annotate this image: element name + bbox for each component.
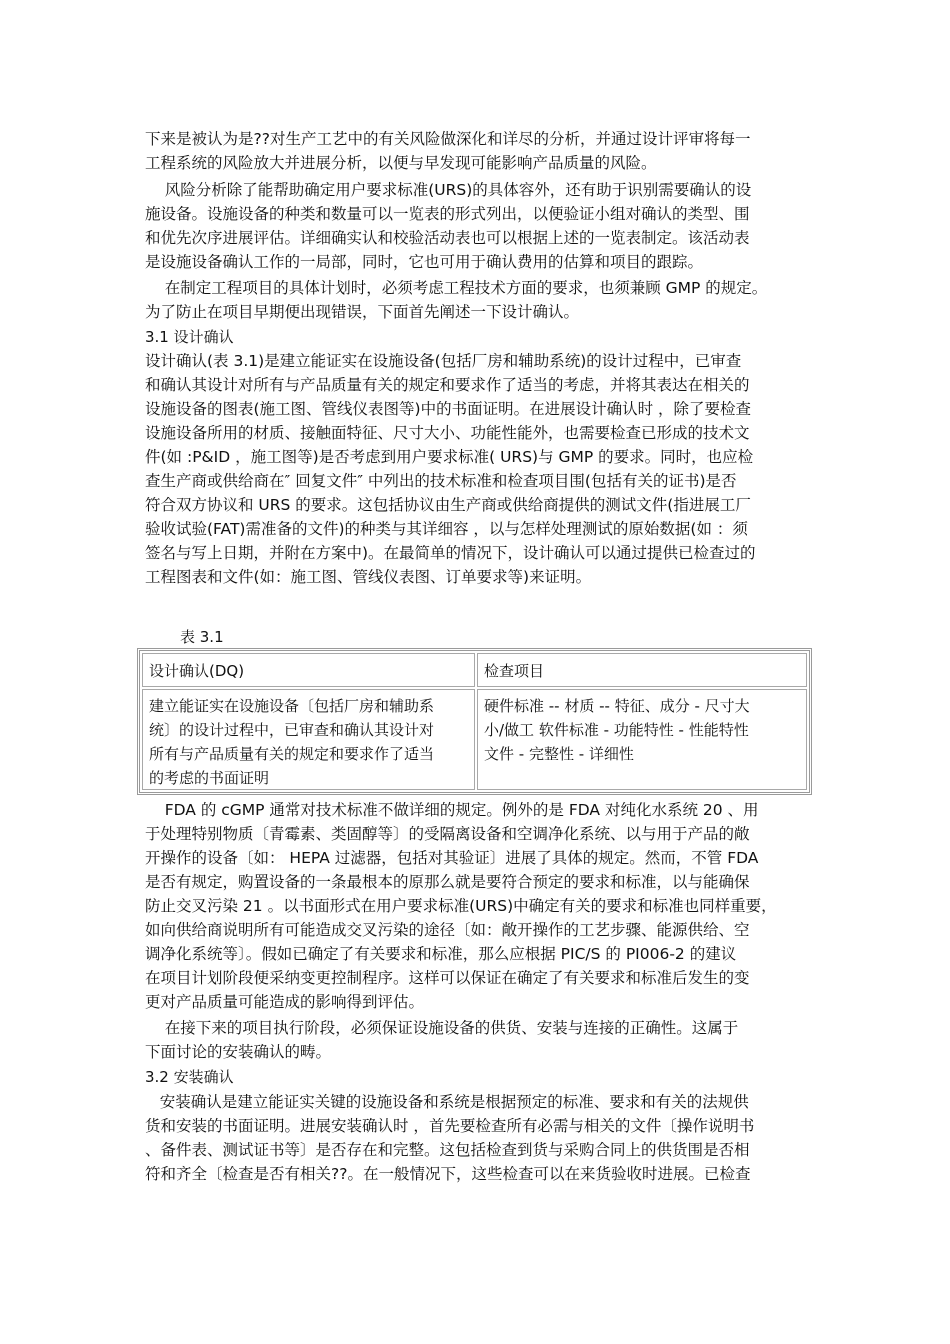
text-line: 安装确认是建立能证实关键的设施设备和系统是根据预定的标准、要求和有关的法规供 (145, 1093, 749, 1111)
table-cell-line: 建立能证实在设施设备〔包括厂房和辅助系 (149, 697, 435, 715)
text-line: 为了防止在项目早期便出现错误，下面首先阐述一下设计确认。 (145, 303, 580, 321)
table-header-cell (477, 653, 807, 687)
text-line: 在接下来的项目执行阶段，必须保证设施设备的供货、安装与连接的正确性。这属于 (145, 1019, 739, 1037)
section-heading-3-2: 3.2 安装确认 (145, 1068, 234, 1086)
table-cell-line: 小/做工 软件标准 - 功能特性 - 性能特性 (484, 721, 749, 739)
table-cell-line: 文件 - 完整性 - 详细性 (484, 745, 634, 763)
text-line: 是否有规定，购置设备的一条最根本的原那么就是要符合预定的要求和标准，以与能确保 (145, 873, 750, 891)
text-line: 于处理特别物质〔青霉素、类固醇等〕的受隔离设备和空调净化系统、以与用于产品的敞 (145, 825, 750, 843)
text-line: 货和安装的书面证明。进展安装确认时 ，首先要检查所有必需与相关的文件〔操作说明书 (145, 1117, 755, 1135)
text-line: 设施设备所用的材质、接触面特征、尺寸大小、功能性能外，也需要检查已形成的技术文 (145, 424, 750, 442)
table-header-check-items: 检查项目 (484, 662, 545, 680)
text-line: 件(如 :P&ID ，施工图等)是否考虑到用户要求标准( URS)与 GMP 的要求。同时，也应检 (145, 448, 754, 466)
text-line: 和优先次序进展评估。详细确实认和校验活动表也可以根据上述的一览表制定。该活动表 (145, 229, 750, 247)
table-cell-check-items (477, 689, 807, 790)
text-line: 签名与写上日期，并附在方案中)。在最简单的情况下，设计确认可以通过提供已检查过的 (145, 544, 756, 562)
table-caption: 表 3.1 (180, 628, 224, 646)
table-header-dq: 设计确认(DQ) (149, 662, 245, 680)
text-line: FDA 的 cGMP 通常对技术标准不做详细的规定。例外的是 FDA 对纯化水系统 20 、用 (145, 801, 759, 819)
section-heading-3-1: 3.1 设计确认 (145, 328, 234, 346)
text-line: 查生产商或供给商在″ 回复文件″ 中列出的技术标准和检查项目围(包括有关的证书)是否 (145, 472, 737, 490)
text-line: 、备件表、测试证书等〕是否存在和完整。这包括检查到货与采购合同上的供货围是否相 (145, 1141, 750, 1159)
table-cell-dq-definition (142, 689, 475, 790)
table-cell-line: 所有与产品质量有关的规定和要求作了适当 (149, 745, 435, 763)
text-line: 下来是被认为是??对生产工艺中的有关风险做深化和详尽的分析，并通过设计评审将每一 (145, 130, 751, 148)
text-line: 和确认其设计对所有与产品质量有关的规定和要求作了适当的考虑，并将其表达在相关的 (145, 376, 750, 394)
text-line: 调净化系统等〕。假如已确定了有关要求和标准，那么应根据 PIC/S 的 PI006-2 的建议 (145, 945, 737, 963)
text-line: 更对产品质量可能造成的影响得到评估。 (145, 993, 425, 1011)
table-cell-line: 统〕的设计过程中，已审查和确认其设计对 (149, 721, 435, 739)
text-line: 如向供给商说明所有可能造成交叉污染的途径〔如：敞开操作的工艺步骤、能源供给、空 (145, 921, 750, 939)
text-line: 符和齐全〔检查是否有相关??。在一般情况下，这些检查可以在来货验收时进展。已检查 (145, 1165, 751, 1183)
table-header-cell (142, 653, 475, 687)
text-line: 工程图表和文件(如：施工图、管线仪表图、订单要求等)来证明。 (145, 568, 592, 586)
text-line: 设计确认(表 3.1)是建立能证实在设施设备(包括厂房和辅助系统)的设计过程中，已审查 (145, 352, 742, 370)
text-line: 下面讨论的安装确认的畴。 (145, 1043, 332, 1061)
text-line: 工程系统的风险放大并进展分析，以便与早发现可能影响产品质量的风险。 (145, 154, 657, 172)
text-line: 在制定工程项目的具体计划时，必须考虑工程技术方面的要求，也须兼顾 GMP 的规定。 (145, 279, 768, 297)
table-cell-line: 的考虑的书面证明 (149, 769, 270, 787)
text-line: 设施设备的图表(施工图、管线仪表图等)中的书面证明。在进展设计确认时 ，除了要检查 (145, 400, 752, 418)
text-line: 开操作的设备〔如： HEPA 过滤器，包括对其验证〕进展了具体的规定。然而，不管 FDA (145, 849, 759, 867)
text-line: 验收试验(FAT)需准备的文件)的种类与其详细容 ，以与怎样处理测试的原始数据(如 ：须 (145, 520, 748, 538)
text-line: 在项目计划阶段便采纳变更控制程序。这样可以保证在确定了有关要求和标准后发生的变 (145, 969, 750, 987)
table-cell-line: 硬件标准 -- 材质 -- 特征、成分 - 尺寸大 (484, 697, 750, 715)
text-line: 防止交叉污染 21 。以书面形式在用户要求标准(URS)中确定有关的要求和标准也同样重要， (145, 897, 777, 915)
text-line: 是设施设备确认工作的一局部，同时，它也可用于确认费用的估算和项目的跟踪。 (145, 253, 704, 271)
text-line: 符合双方协议和 URS 的要求。这包括协议由生产商或供给商提供的测试文件(指进展工厂 (145, 496, 751, 514)
text-line: 施设备。设施设备的种类和数量可以一览表的形式列出，以便验证小组对确认的类型、围 (145, 205, 750, 223)
text-line: 风险分析除了能帮助确定用户要求标准(URS)的具体容外，还有助于识别需要确认的设 (145, 181, 752, 199)
dq-table (137, 648, 812, 795)
